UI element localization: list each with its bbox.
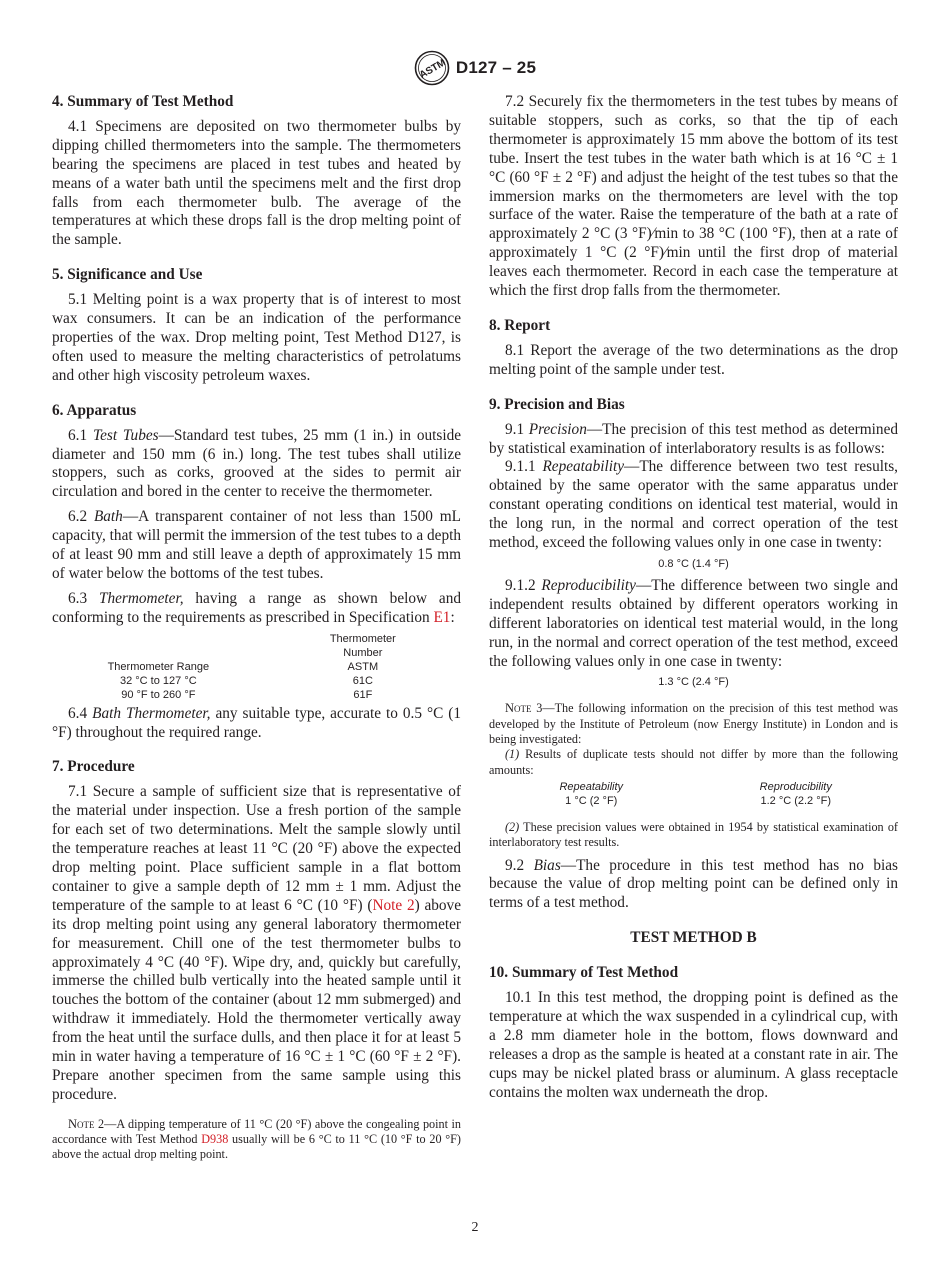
astm-logo-icon [414, 50, 450, 86]
note-3-label: Note [505, 701, 532, 716]
section-6-3-end: : [450, 608, 455, 626]
section-9-1-1 [489, 458, 898, 553]
section-9-1 [489, 421, 898, 459]
note-3-item-2-number: (2) [505, 819, 520, 834]
therm-range-cell: 32 °C to 127 °C [119, 674, 197, 687]
left-column [52, 93, 461, 1163]
standard-designation: D127 – 25 [455, 58, 537, 77]
section-9-2-text: —The procedure in this test method has no bias because the value of drop melting point can be defined only in terms of a test method. [489, 856, 899, 912]
therm-header-astm: ASTM [347, 660, 379, 673]
logo-text: ASTM [417, 57, 448, 82]
table-row [52, 688, 461, 702]
note-2-text-a: 2—A dipping temperature of 11 °C (20 °F) above the congealing point in accordance with Test Method [52, 1116, 461, 1147]
section-9-1-1-text: —The difference between two test results, obtained by the same operator with the same apparatus under constant operating conditions on identical test material, would in the long run, in the normal and correct operation of the test method, exceed the following values only in one case in twenty: [489, 458, 898, 552]
section-6-1-term: Test Tubes [92, 426, 159, 444]
page-header [0, 50, 950, 86]
note-2 [52, 1117, 461, 1163]
section-6-4-term: Bath Thermometer, [92, 704, 211, 722]
section-9-1-term: Precision [528, 420, 587, 438]
right-column [489, 93, 898, 1103]
precision-table [489, 780, 898, 808]
therm-range-cell: 90 °F to 260 °F [121, 688, 196, 701]
section-9-1-2-term: Reproducibility [541, 576, 636, 594]
section-6-title: 6. Apparatus [52, 401, 137, 419]
thermometer-table [52, 632, 461, 702]
table-row [489, 794, 898, 808]
note-3-item-2 [489, 820, 898, 851]
section-4-1: 4.1 Specimens are deposited on two thermometer bulbs by dipping chilled thermometers into the sample. The thermometers bearing the specimens are placed in test tubes and heated by means of a water bath until the specimens melt and the first drop falls from each thermometer bulb. The average of the temperatures at which these drops fall is the drop melting point of the sample. [52, 117, 461, 249]
note-2-link[interactable]: Note 2 [372, 896, 415, 914]
section-6-1-text: —Standard test tubes, 25 mm (1 in.) in outside diameter and 150 mm (6 in.) long. The test tubes shall utilize stoppers, such as corks, grooved at the sides to permit air circulation and bored in the center to receive the thermometer. [52, 426, 462, 501]
section-9-1-text: —The precision of this test method as determined by statistical examination of interlaboratory results is as follows: [489, 420, 899, 457]
section-9-1-number: 9.1 [505, 420, 525, 438]
table-row [52, 674, 461, 688]
section-6-2-term: Bath [93, 508, 123, 526]
prec-header-repeatability: Repeatability [559, 780, 624, 793]
section-7-1-text-a: 7.1 Secure a sample of sufficient size that is representative of the material under inspection. Use a fresh portion of the sample for each set of two determinations. Melt the sample slowly until the temperature reaches at least 11 °C (20 °F) above the expected drop melting point. Place sufficient sample in a flat bottom container to give a sample depth of 12 mm ± 1 mm. Adjust the temperature of the sample to at least 6 °C (10 °F) ( [52, 783, 461, 914]
section-7-1 [52, 783, 461, 1104]
section-6-2-text: —A transparent container of not less than 1500 mL capacity, that will permit the immersion of the test tubes to a depth of at least 90 mm and still leave a depth of approximately 15 mm of water below the bottoms of the test tubes. [52, 508, 461, 582]
section-10-title: 10. Summary of Test Method [489, 964, 679, 982]
prec-value-repeatability: 1 °C (2 °F) [565, 794, 618, 807]
section-6-3-text: having a range as shown below and conforming to the requirements as prescribed in Specification [52, 589, 461, 626]
section-7-title: 7. Procedure [52, 758, 135, 776]
section-6-2 [52, 508, 461, 584]
note-2-label: Note [68, 1116, 95, 1131]
prec-value-reproducibility: 1.2 °C (2.2 °F) [760, 794, 832, 807]
section-6-4-text: any suitable type, accurate to 0.5 °C (1 °F) throughout the required range. [52, 704, 461, 741]
section-6-1 [52, 427, 461, 503]
therm-number-cell: 61C [352, 674, 373, 687]
test-method-b-title: TEST METHOD B [630, 929, 757, 947]
section-6-3-term: Thermometer, [98, 589, 184, 607]
therm-header-number-1: Thermometer [329, 632, 396, 645]
therm-number-cell: 61F [353, 688, 373, 701]
section-6-3 [52, 590, 461, 628]
section-9-1-1-term: Repeatability [542, 458, 625, 476]
note-3 [489, 701, 898, 747]
section-6-1-number: 6.1 [68, 426, 88, 444]
spec-e1-link[interactable]: E1 [433, 608, 451, 626]
section-6-4-number: 6.4 [68, 704, 88, 722]
section-4-title: 4. Summary of Test Method [52, 93, 234, 110]
section-7-2: 7.2 Securely fix the thermometers in the test tubes by means of suitable stoppers, such as corks, so that the tip of each thermometer is approximately 15 mm above the bottom of its test tube. Insert the test tubes in the water bath which is at 16 °C ± 1 °C (60 °F ± 2 °F) and adjust the height of the test tubes so that the immersion marks on the thermometers are level with the top surface of the water. Raise the temperature of the bath at a rate of approximately 2 °C (3 °F)⁄min to 38 °C (100 °F), then at a rate of approximately 1 °C (2 °F)⁄min until the first drop of material leaves each thermometer. Record in each case the temperature at which the first drop falls from the thermometer. [489, 93, 898, 300]
therm-header-range: Thermometer Range [107, 660, 210, 673]
page-number: 2 [471, 1220, 479, 1235]
section-8-title: 8. Report [489, 316, 551, 334]
section-10-1: 10.1 In this test method, the dropping point is defined as the temperature at which the wax suspended in a cylindrical cup, with a 2.8 mm diameter hole in the bottom, flows downward and releases a drop as the sample is heated at a constant rate in air. The cups may be nickel plated brass or aluminum. A glass receptacle contains the molten wax underneath the drop. [489, 989, 898, 1101]
note-3-item-2-text: These precision values were obtained in 1954 by statistical examination of interlaboratory test results. [489, 819, 898, 850]
note-3-item-1-text: Results of duplicate tests should not differ by more than the following amounts: [489, 747, 898, 777]
section-5-1: 5.1 Melting point is a wax property that is of interest to most wax consumers. It can be an indication of the performance properties of the wax. Drop melting point, Test Method D127, is often used to measure the melting characteristics of petrolatums and other high viscosity petroleum waxes. [52, 291, 461, 384]
section-6-2-number: 6.2 [68, 508, 88, 526]
therm-header-number-2: Number [343, 646, 383, 659]
section-8-1: 8.1 Report the average of the two determinations as the drop melting point of the sample under test. [489, 341, 898, 378]
section-9-1-2-number: 9.1.2 [505, 576, 536, 594]
section-9-2-term: Bias [533, 856, 561, 874]
section-9-1-2-text: —The difference between two single and independent results obtained by different operators working in different laboratories on identical test material would, in the long run, in the normal and correct operation of the test method, exceed the following values only in one case in twenty: [489, 576, 898, 670]
repeatability-value: 0.8 °C (1.4 °F) [658, 557, 729, 570]
section-6-4 [52, 705, 461, 743]
note-3-item-1-number: (1) [505, 747, 520, 762]
note-3-item-1 [489, 747, 898, 778]
section-9-2 [489, 857, 898, 914]
prec-header-reproducibility: Reproducibility [759, 780, 832, 793]
d938-link[interactable]: D938 [201, 1132, 229, 1147]
section-6-3-number: 6.3 [68, 589, 88, 607]
section-9-1-1-number: 9.1.1 [505, 458, 536, 476]
reproducibility-value: 1.3 °C (2.4 °F) [658, 676, 729, 689]
note-2-text-b: usually will be 6 °C to 11 °C (10 °F to 20 °F) above the actual drop melting point. [52, 1132, 461, 1162]
note-3-text: 3—The following information on the precision of this test method was developed by the Institute of Petroleum (now Energy Institute) in London and is being investigated: [489, 701, 898, 747]
section-7-1-text-b: ) above its drop melting point using any general laboratory thermometer for measurement. Chill one of the test thermometer bulbs to approximately 4 °C (40 °F). Wipe dry, and, quickly but carefully, immerse the chilled bulb vertically into the heated sample until it touches the bottom of the container (about 12 mm submerged) and withdraw it immediately. Hold the thermometer vertically away from the heat until the surface dulls, and then place it for at least 5 min in water having a temperature of 16 °C ± 1 °C (60 °F ± 2 °F). Prepare another specimen from the same sample using this procedure. [52, 896, 461, 1103]
section-9-title: 9. Precision and Bias [489, 395, 625, 413]
section-5-title: 5. Significance and Use [52, 266, 203, 284]
section-9-1-2 [489, 577, 898, 672]
section-9-2-number: 9.2 [505, 856, 525, 874]
